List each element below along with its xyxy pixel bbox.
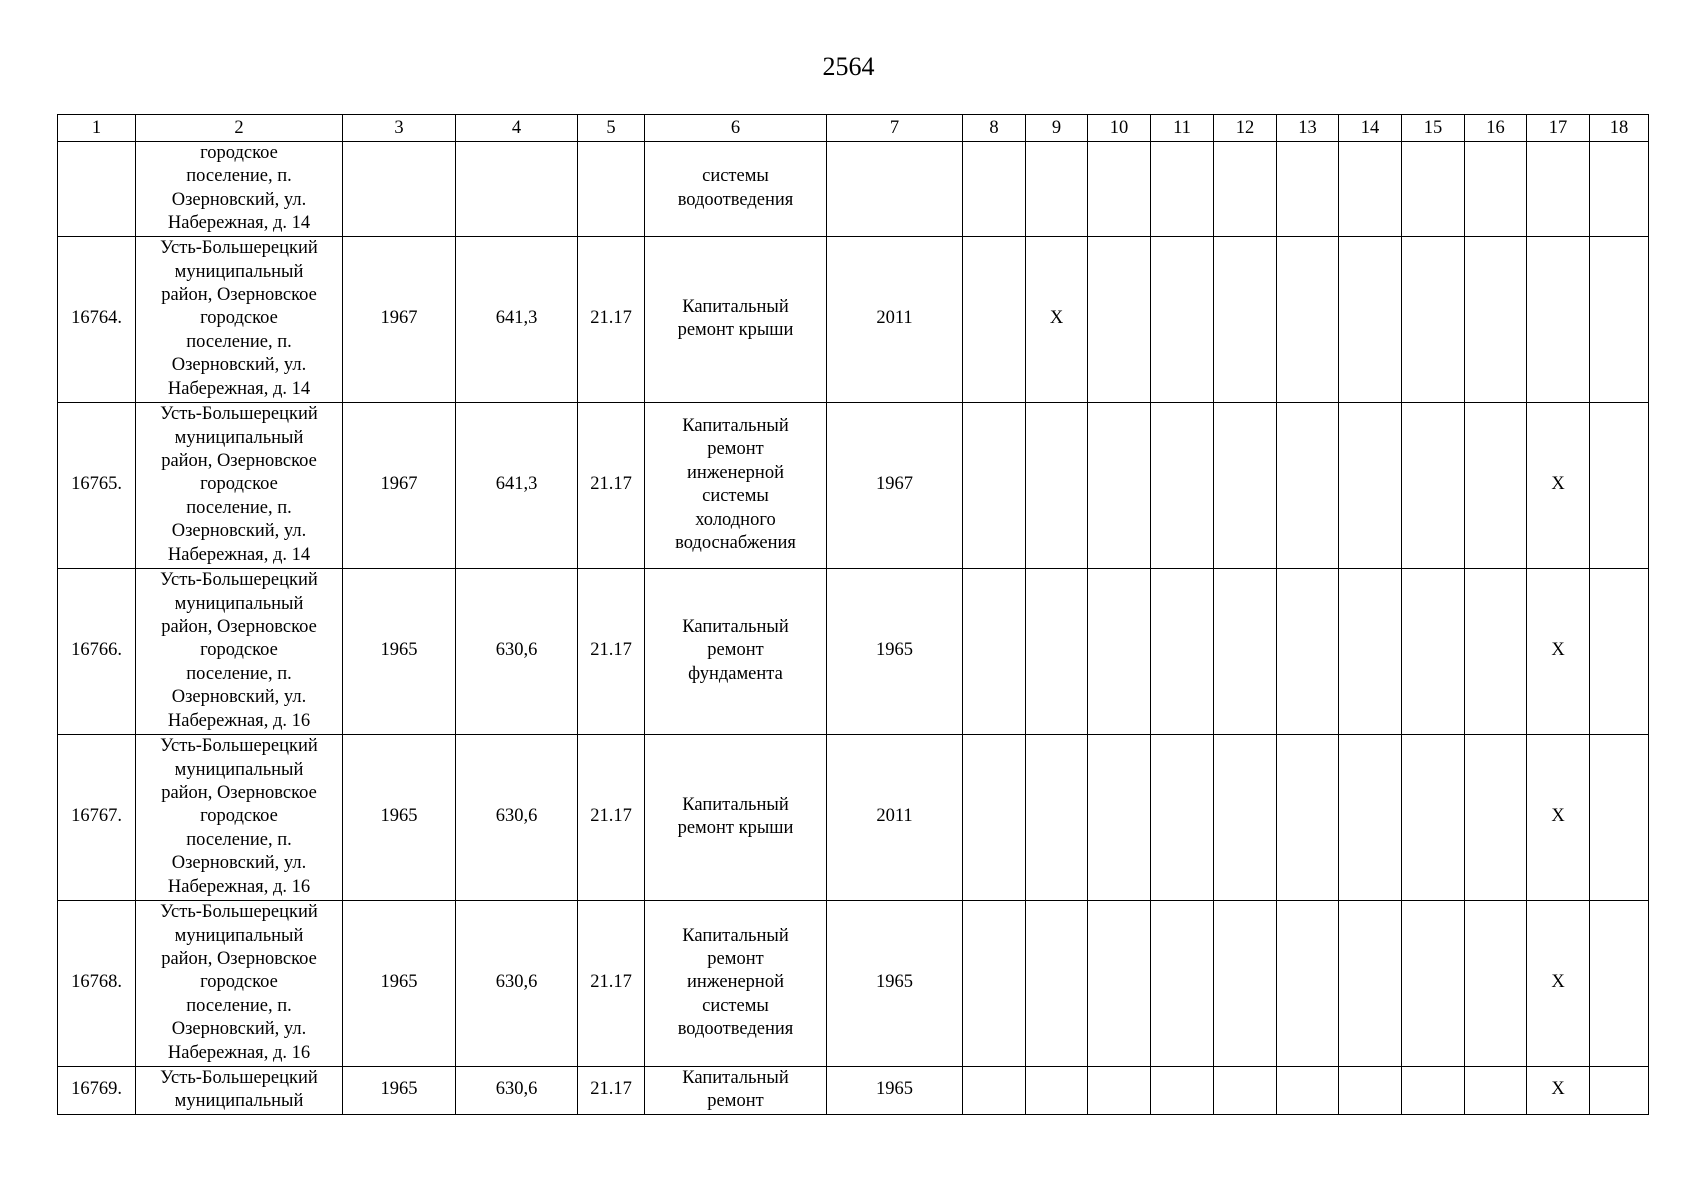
col-14-cell	[1339, 142, 1402, 237]
code-cell: 21.17	[578, 734, 645, 900]
table-row	[58, 1066, 1649, 1114]
col-16-cell	[1465, 568, 1527, 734]
address-cell: Усть-Большерецкий муниципальный район, Озерновское городское поселение, п. Озерновский, ул. Набережная, д. 16	[136, 900, 343, 1066]
address-cell: Усть-Большерецкий муниципальный район, Озерновское городское поселение, п. Озерновский, ул. Набережная, д. 16	[136, 568, 343, 734]
table-row	[58, 236, 1649, 402]
col-13-cell	[1277, 734, 1339, 900]
column-header: 15	[1402, 115, 1465, 142]
work-type-cell: Капитальный ремонт фундамента	[645, 568, 827, 734]
address-cell: Усть-Большерецкий муниципальный	[136, 1066, 343, 1114]
column-header: 1	[58, 115, 136, 142]
column-header: 12	[1214, 115, 1277, 142]
work-type-cell: Капитальный ремонт крыши	[645, 734, 827, 900]
repair-year-cell: 2011	[827, 734, 963, 900]
column-header: 17	[1527, 115, 1590, 142]
build-year-cell: 1965	[343, 568, 456, 734]
col-10-cell	[1088, 402, 1151, 568]
col-12-cell	[1214, 1066, 1277, 1114]
col-18-cell	[1590, 734, 1649, 900]
column-header: 7	[827, 115, 963, 142]
row-number: 16764.	[58, 236, 136, 402]
table-row	[58, 900, 1649, 1066]
col-13-cell	[1277, 402, 1339, 568]
col-10-cell	[1088, 236, 1151, 402]
col-11-cell	[1151, 142, 1214, 237]
address-cell: Усть-Большерецкий муниципальный район, Озерновское городское поселение, п. Озерновский, ул. Набережная, д. 14	[136, 402, 343, 568]
area-cell: 630,6	[456, 734, 578, 900]
build-year-cell: 1965	[343, 734, 456, 900]
table-row	[58, 142, 1649, 237]
header-row	[58, 115, 1649, 142]
address-cell: Усть-Большерецкий муниципальный район, Озерновское городское поселение, п. Озерновский, ул. Набережная, д. 14	[136, 236, 343, 402]
col-17-cell	[1527, 236, 1590, 402]
column-header: 18	[1590, 115, 1649, 142]
col-15-cell	[1402, 402, 1465, 568]
build-year-cell	[343, 142, 456, 237]
column-header: 5	[578, 115, 645, 142]
col-8-cell	[963, 568, 1026, 734]
col-16-cell	[1465, 734, 1527, 900]
repair-year-cell	[827, 142, 963, 237]
column-header: 9	[1026, 115, 1088, 142]
column-header: 10	[1088, 115, 1151, 142]
col-10-cell	[1088, 900, 1151, 1066]
col-15-cell	[1402, 142, 1465, 237]
col-16-cell	[1465, 236, 1527, 402]
col-9-cell	[1026, 1066, 1088, 1114]
col-17-cell: Х	[1527, 568, 1590, 734]
col-8-cell	[963, 236, 1026, 402]
repair-year-cell: 1967	[827, 402, 963, 568]
col-14-cell	[1339, 900, 1402, 1066]
col-14-cell	[1339, 402, 1402, 568]
col-9-cell	[1026, 142, 1088, 237]
col-12-cell	[1214, 568, 1277, 734]
repair-year-cell: 2011	[827, 236, 963, 402]
table-row	[58, 734, 1649, 900]
col-15-cell	[1402, 568, 1465, 734]
row-number: 16766.	[58, 568, 136, 734]
col-9-cell	[1026, 402, 1088, 568]
col-15-cell	[1402, 900, 1465, 1066]
code-cell: 21.17	[578, 402, 645, 568]
col-10-cell	[1088, 142, 1151, 237]
column-header: 13	[1277, 115, 1339, 142]
col-8-cell	[963, 900, 1026, 1066]
address-cell: Усть-Большерецкий муниципальный район, Озерновское городское поселение, п. Озерновский, ул. Набережная, д. 16	[136, 734, 343, 900]
col-12-cell	[1214, 142, 1277, 237]
column-header: 2	[136, 115, 343, 142]
row-number	[58, 142, 136, 237]
code-cell: 21.17	[578, 900, 645, 1066]
col-17-cell	[1527, 142, 1590, 237]
col-9-cell	[1026, 900, 1088, 1066]
col-18-cell	[1590, 142, 1649, 237]
repair-year-cell: 1965	[827, 568, 963, 734]
column-header: 3	[343, 115, 456, 142]
work-type-cell: Капитальный ремонт инженерной системы холодного водоснабжения	[645, 402, 827, 568]
build-year-cell: 1967	[343, 236, 456, 402]
col-14-cell	[1339, 568, 1402, 734]
col-17-cell: Х	[1527, 402, 1590, 568]
col-13-cell	[1277, 142, 1339, 237]
table-row	[58, 402, 1649, 568]
col-17-cell: Х	[1527, 1066, 1590, 1114]
area-cell: 630,6	[456, 1066, 578, 1114]
col-17-cell: Х	[1527, 734, 1590, 900]
col-14-cell	[1339, 734, 1402, 900]
area-cell	[456, 142, 578, 237]
col-10-cell	[1088, 1066, 1151, 1114]
col-16-cell	[1465, 142, 1527, 237]
col-14-cell	[1339, 1066, 1402, 1114]
registry-table	[57, 114, 1649, 1115]
col-13-cell	[1277, 568, 1339, 734]
repair-year-cell: 1965	[827, 900, 963, 1066]
col-11-cell	[1151, 236, 1214, 402]
col-13-cell	[1277, 236, 1339, 402]
col-15-cell	[1402, 1066, 1465, 1114]
col-9-cell	[1026, 734, 1088, 900]
col-15-cell	[1402, 236, 1465, 402]
col-9-cell: Х	[1026, 236, 1088, 402]
column-header: 4	[456, 115, 578, 142]
col-11-cell	[1151, 402, 1214, 568]
repair-year-cell: 1965	[827, 1066, 963, 1114]
code-cell: 21.17	[578, 1066, 645, 1114]
table-row	[58, 568, 1649, 734]
column-header: 16	[1465, 115, 1527, 142]
row-number: 16768.	[58, 900, 136, 1066]
col-11-cell	[1151, 900, 1214, 1066]
column-header: 8	[963, 115, 1026, 142]
col-17-cell: Х	[1527, 900, 1590, 1066]
area-cell: 630,6	[456, 568, 578, 734]
area-cell: 641,3	[456, 402, 578, 568]
row-number: 16765.	[58, 402, 136, 568]
work-type-cell: Капитальный ремонт инженерной системы водоотведения	[645, 900, 827, 1066]
row-number: 16769.	[58, 1066, 136, 1114]
build-year-cell: 1967	[343, 402, 456, 568]
col-18-cell	[1590, 402, 1649, 568]
col-16-cell	[1465, 1066, 1527, 1114]
area-cell: 641,3	[456, 236, 578, 402]
col-18-cell	[1590, 568, 1649, 734]
row-number: 16767.	[58, 734, 136, 900]
code-cell: 21.17	[578, 568, 645, 734]
work-type-cell: Капитальный ремонт	[645, 1066, 827, 1114]
col-8-cell	[963, 734, 1026, 900]
col-11-cell	[1151, 734, 1214, 900]
col-18-cell	[1590, 900, 1649, 1066]
column-header: 14	[1339, 115, 1402, 142]
col-8-cell	[963, 142, 1026, 237]
col-12-cell	[1214, 402, 1277, 568]
build-year-cell: 1965	[343, 900, 456, 1066]
col-13-cell	[1277, 1066, 1339, 1114]
work-type-cell: системы водоотведения	[645, 142, 827, 237]
col-16-cell	[1465, 402, 1527, 568]
address-cell: городское поселение, п. Озерновский, ул. Набережная, д. 14	[136, 142, 343, 237]
col-8-cell	[963, 1066, 1026, 1114]
column-header: 6	[645, 115, 827, 142]
code-cell: 21.17	[578, 236, 645, 402]
column-header: 11	[1151, 115, 1214, 142]
col-11-cell	[1151, 1066, 1214, 1114]
col-18-cell	[1590, 1066, 1649, 1114]
col-10-cell	[1088, 734, 1151, 900]
col-13-cell	[1277, 900, 1339, 1066]
col-14-cell	[1339, 236, 1402, 402]
build-year-cell: 1965	[343, 1066, 456, 1114]
col-12-cell	[1214, 734, 1277, 900]
col-9-cell	[1026, 568, 1088, 734]
col-12-cell	[1214, 900, 1277, 1066]
col-16-cell	[1465, 900, 1527, 1066]
col-10-cell	[1088, 568, 1151, 734]
col-11-cell	[1151, 568, 1214, 734]
page-number: 2564	[822, 52, 875, 81]
area-cell: 630,6	[456, 900, 578, 1066]
col-12-cell	[1214, 236, 1277, 402]
col-8-cell	[963, 402, 1026, 568]
code-cell	[578, 142, 645, 237]
work-type-cell: Капитальный ремонт крыши	[645, 236, 827, 402]
col-15-cell	[1402, 734, 1465, 900]
col-18-cell	[1590, 236, 1649, 402]
